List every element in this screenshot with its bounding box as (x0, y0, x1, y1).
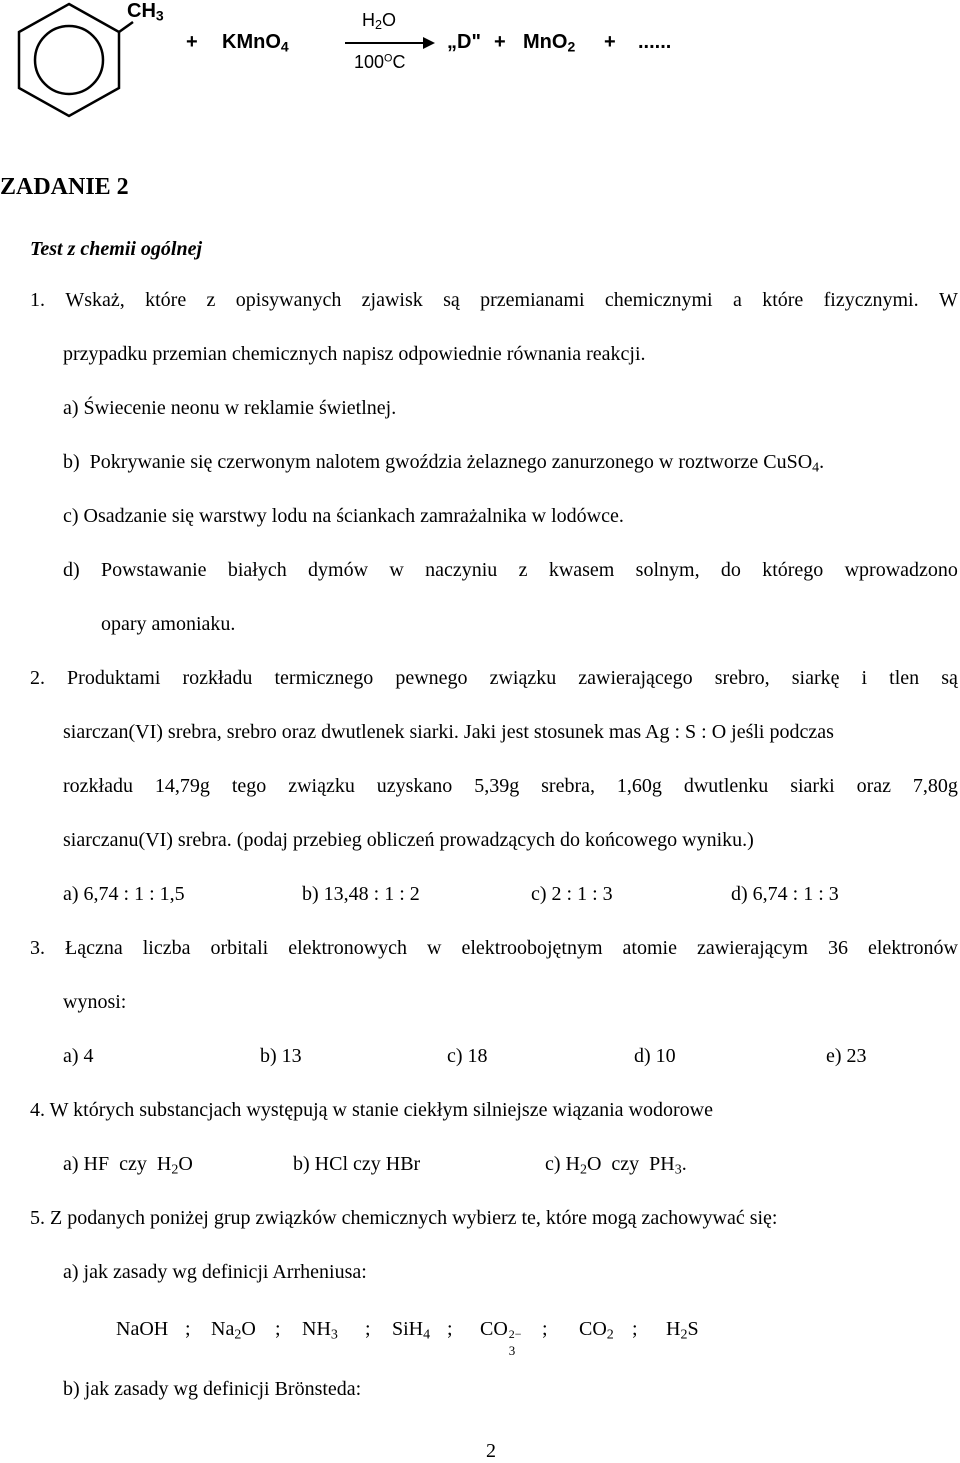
reaction-plus-1: + (186, 31, 198, 53)
q2-line-1: 2. Produktami rozkładu termicznego pewnego związku zawierającego srebro, siarkę i tlen są (30, 667, 958, 689)
page-number: 2 (486, 1440, 496, 1462)
condition-temperature: $100^OC$ (354, 52, 406, 72)
q2-line-4: siarczanu(VI) srebra. (podaj przebieg obliczeń prowadzących do końcowego wyniku.) (63, 829, 754, 851)
compound-h2s: H2S (666, 1318, 699, 1343)
compound-separator: ; (365, 1318, 371, 1340)
q4-option-c: c) H2O czy PH3. (545, 1153, 687, 1178)
mno2-formula: MnO2 (523, 31, 576, 55)
q4-line-1: 4. W których substancjach występują w stanie ciekłym silniejsze wiązania wodorowe (30, 1099, 713, 1121)
q4-option-a: a) HF czy H2O (63, 1153, 193, 1178)
q5-option-a: a) jak zasady wg definicji Arrheniusa: (63, 1261, 367, 1283)
reaction-plus-3: + (604, 31, 616, 53)
q1-line-2: przypadku przemian chemicznych napisz odpowiednie równania reakcji. (63, 343, 646, 365)
q3-line-1: 3. Łączna liczba orbitali elektronowych w elektroobojętnym atomie zawierającym 36 elektronów (30, 937, 958, 959)
q1-option-c: c) Osadzanie się warstwy lodu na ściankach zamrażalnika w lodówce. (63, 505, 624, 527)
compound-co2: CO2 (579, 1318, 614, 1343)
q2-option-b: b) 13,48 : 1 : 2 (302, 883, 420, 905)
compound-nh3: NH3 (302, 1318, 338, 1343)
kmno4-formula: KMnO4 (222, 31, 289, 55)
q2-option-c: c) 2 : 1 : 3 (531, 883, 613, 905)
test-subtitle: Test z chemii ogólnej (30, 238, 203, 260)
compound-carbonate-ion: CO 2− 3 (480, 1318, 522, 1358)
reaction-dots: ...... (638, 31, 672, 53)
compound-separator: ; (185, 1318, 191, 1340)
benzene-aromatic-circle (35, 26, 103, 94)
q1-line-1: 1. Wskaż, które z opisywanych zjawisk są przemianami chemicznymi a które fizycznymi. W (30, 289, 958, 311)
q2-option-a: a) 6,74 : 1 : 1,5 (63, 883, 185, 905)
q2-option-d: d) 6,74 : 1 : 3 (731, 883, 839, 905)
q5-option-b: b) jak zasady wg definicji Brönsteda: (63, 1378, 362, 1400)
q1-option-a: a) Świecenie neonu w reklamie świetlnej. (63, 397, 397, 419)
methyl-substituent: CH3 (127, 0, 164, 24)
q1-option-b: b) Pokrywanie się czerwonym nalotem gwoździa żelaznego zanurzonego w roztworze CuSO4. (63, 451, 825, 476)
q1-option-d-line-2: opary amoniaku. (101, 613, 236, 635)
q3-option-b: b) 13 (260, 1045, 302, 1067)
compound-naoh: NaOH (116, 1318, 169, 1340)
benzene-ring-structure (0, 0, 140, 118)
task-heading: ZADANIE 2 (0, 174, 129, 200)
q2-line-2: siarczan(VI) srebra, srebro oraz dwutlenek siarki. Jaki jest stosunek mas Ag : S : O jeśli podczas (63, 721, 834, 743)
compound-separator: ; (632, 1318, 638, 1340)
q3-option-d: d) 10 (634, 1045, 676, 1067)
q3-option-e: e) 23 (826, 1045, 867, 1067)
compound-sih4: SiH4 (392, 1318, 431, 1343)
product-d: „D" (447, 31, 481, 53)
q2-line-3: rozkładu 14,79g tego związku uzyskano 5,39g srebra, 1,60g dwutlenku siarki oraz 7,80g (63, 775, 958, 797)
reaction-arrow (345, 36, 435, 50)
condition-water: H2O (362, 10, 397, 33)
q3-line-2: wynosi: (63, 991, 127, 1013)
q3-option-a: a) 4 (63, 1045, 94, 1067)
compound-separator: ; (275, 1318, 281, 1340)
methyl-bond (119, 22, 133, 32)
q4-option-b: b) HCl czy HBr (293, 1153, 421, 1175)
compound-separator: ; (447, 1318, 453, 1340)
q3-option-c: c) 18 (447, 1045, 488, 1067)
q5-line-1: 5. Z podanych poniżej grup związków chemicznych wybierz te, które mogą zachowywać się: (30, 1207, 778, 1229)
reaction-plus-2: + (494, 31, 506, 53)
compound-na2o: Na2O (211, 1318, 256, 1343)
q1-option-d-line-1: d) Powstawanie białych dymów w naczyniu z kwasem solnym, do którego wprowadzono (63, 559, 958, 581)
compound-separator: ; (542, 1318, 548, 1340)
